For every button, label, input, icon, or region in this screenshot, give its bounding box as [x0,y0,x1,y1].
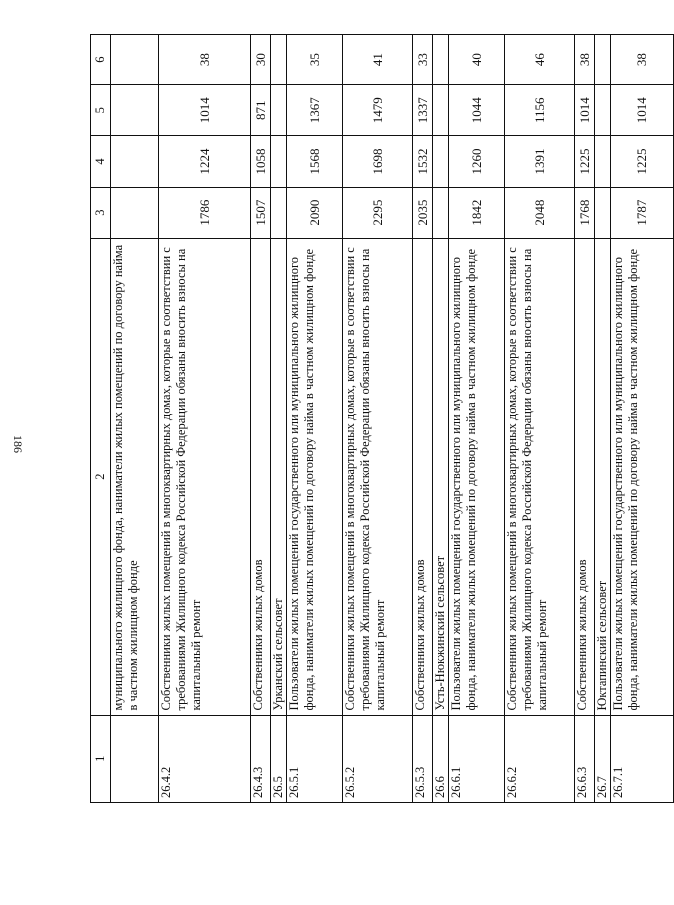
value-col5-cell: 1014 [611,85,674,136]
row-code-cell: 26.5 [271,715,287,802]
value-col6-cell: 35 [287,35,343,85]
value-col6-cell [595,35,611,85]
value-col5-cell [111,85,159,136]
value-col3-cell: 2295 [343,187,413,238]
value-col3-cell: 1787 [611,187,674,238]
value-col4-cell: 1058 [251,136,271,187]
value-col6-cell: 30 [251,35,271,85]
row-name-cell: Собственники жилых помещений в многоквартирных домах, которые в соответствии с требованиями Жилищного кодекса Российской Федерации обязаны вносить взносы на капитальный ремонт [159,238,251,715]
table-row [343,35,413,803]
row-code-cell: 26.4.2 [159,715,251,802]
table-row [159,35,251,803]
row-code-cell: 26.5.1 [287,715,343,802]
value-col5-cell: 1156 [505,85,575,136]
table-row [287,35,343,803]
row-name-cell: Юктапинский сельсовет [595,238,611,715]
table-row [449,35,505,803]
value-col6-cell: 33 [413,35,433,85]
value-col5-cell [595,85,611,136]
table-body [91,35,674,803]
row-name-cell: Урканский сельсовет [271,238,287,715]
value-col3-cell: 1842 [449,187,505,238]
row-code-cell: 26.7.1 [611,715,674,802]
header-cell-5: 5 [91,85,111,136]
value-col4-cell: 1224 [159,136,251,187]
value-col5-cell [433,85,449,136]
value-col5-cell: 1367 [287,85,343,136]
value-col4-cell [433,136,449,187]
value-col3-cell: 2035 [413,187,433,238]
value-col4-cell: 1532 [413,136,433,187]
value-col3-cell: 2090 [287,187,343,238]
table-row [611,35,674,803]
value-col4-cell: 1225 [575,136,595,187]
table-row [595,35,611,803]
value-col3-cell [433,187,449,238]
value-col3-cell [111,187,159,238]
row-code-cell: 26.6.1 [449,715,505,802]
value-col4-cell: 1568 [287,136,343,187]
value-col6-cell [433,35,449,85]
value-col5-cell [271,85,287,136]
row-code-cell [111,715,159,802]
table-row [505,35,575,803]
header-cell-3: 3 [91,187,111,238]
value-col5-cell: 1479 [343,85,413,136]
value-col6-cell: 38 [611,35,674,85]
value-col3-cell [595,187,611,238]
row-code-cell: 26.5.2 [343,715,413,802]
rotated-table-container [90,34,650,803]
row-name-cell: Пользователи жилых помещений государственного или муниципального жилищного фонда, наниматели жилых помещений по договору найма в частном жилищном фонде [287,238,343,715]
value-col6-cell: 46 [505,35,575,85]
table-row [111,35,159,803]
value-col4-cell: 1260 [449,136,505,187]
row-name-cell: Собственники жилых домов [575,238,595,715]
value-col5-cell: 1014 [575,85,595,136]
row-name-cell: Усть-Нюкжинский сельсовет [433,238,449,715]
row-code-cell: 26.6.2 [505,715,575,802]
value-col5-cell: 1014 [159,85,251,136]
row-code-cell: 26.4.3 [251,715,271,802]
value-col4-cell [595,136,611,187]
row-name-cell: Собственники жилых домов [251,238,271,715]
value-col6-cell: 38 [159,35,251,85]
table-row [413,35,433,803]
page-number: 186 [11,435,25,453]
row-name-cell: Собственники жилых помещений в многоквартирных домах, которые в соответствии с требованиями Жилищного кодекса Российской Федерации обязаны вносить взносы на капитальный ремонт [505,238,575,715]
value-col6-cell [111,35,159,85]
row-name-cell: муниципального жилищного фонда, наниматели жилых помещений по договору найма в частном жилищном фонде [111,238,159,715]
row-code-cell: 26.6.3 [575,715,595,802]
value-col4-cell: 1391 [505,136,575,187]
value-col6-cell: 41 [343,35,413,85]
tariff-table [90,34,674,803]
value-col6-cell: 40 [449,35,505,85]
value-col5-cell: 1337 [413,85,433,136]
value-col4-cell [271,136,287,187]
header-cell-1: 1 [91,715,111,802]
row-code-cell: 26.5.3 [413,715,433,802]
value-col3-cell [271,187,287,238]
table-row [271,35,287,803]
row-name-cell: Пользователи жилых помещений государственного или муниципального жилищного фонда, наниматели жилых помещений по договору найма в частном жилищном фонде [449,238,505,715]
value-col3-cell: 2048 [505,187,575,238]
header-cell-6: 6 [91,35,111,85]
header-cell-2: 2 [91,238,111,715]
table-header-row [91,35,111,803]
value-col5-cell: 1044 [449,85,505,136]
value-col6-cell [271,35,287,85]
value-col4-cell [111,136,159,187]
value-col6-cell: 38 [575,35,595,85]
table-row [251,35,271,803]
value-col3-cell: 1786 [159,187,251,238]
table-row [575,35,595,803]
table-row [433,35,449,803]
value-col5-cell: 871 [251,85,271,136]
row-name-cell: Пользователи жилых помещений государственного или муниципального жилищного фонда, наниматели жилых помещений по договору найма в частном жилищном фонде [611,238,674,715]
row-code-cell: 26.6 [433,715,449,802]
row-name-cell: Собственники жилых помещений в многоквартирных домах, которые в соответствии с требованиями Жилищного кодекса Российской Федерации обязаны вносить взносы на капитальный ремонт [343,238,413,715]
row-code-cell: 26.7 [595,715,611,802]
header-cell-4: 4 [91,136,111,187]
value-col4-cell: 1698 [343,136,413,187]
value-col4-cell: 1225 [611,136,674,187]
row-name-cell: Собственники жилых домов [413,238,433,715]
value-col3-cell: 1768 [575,187,595,238]
value-col3-cell: 1507 [251,187,271,238]
